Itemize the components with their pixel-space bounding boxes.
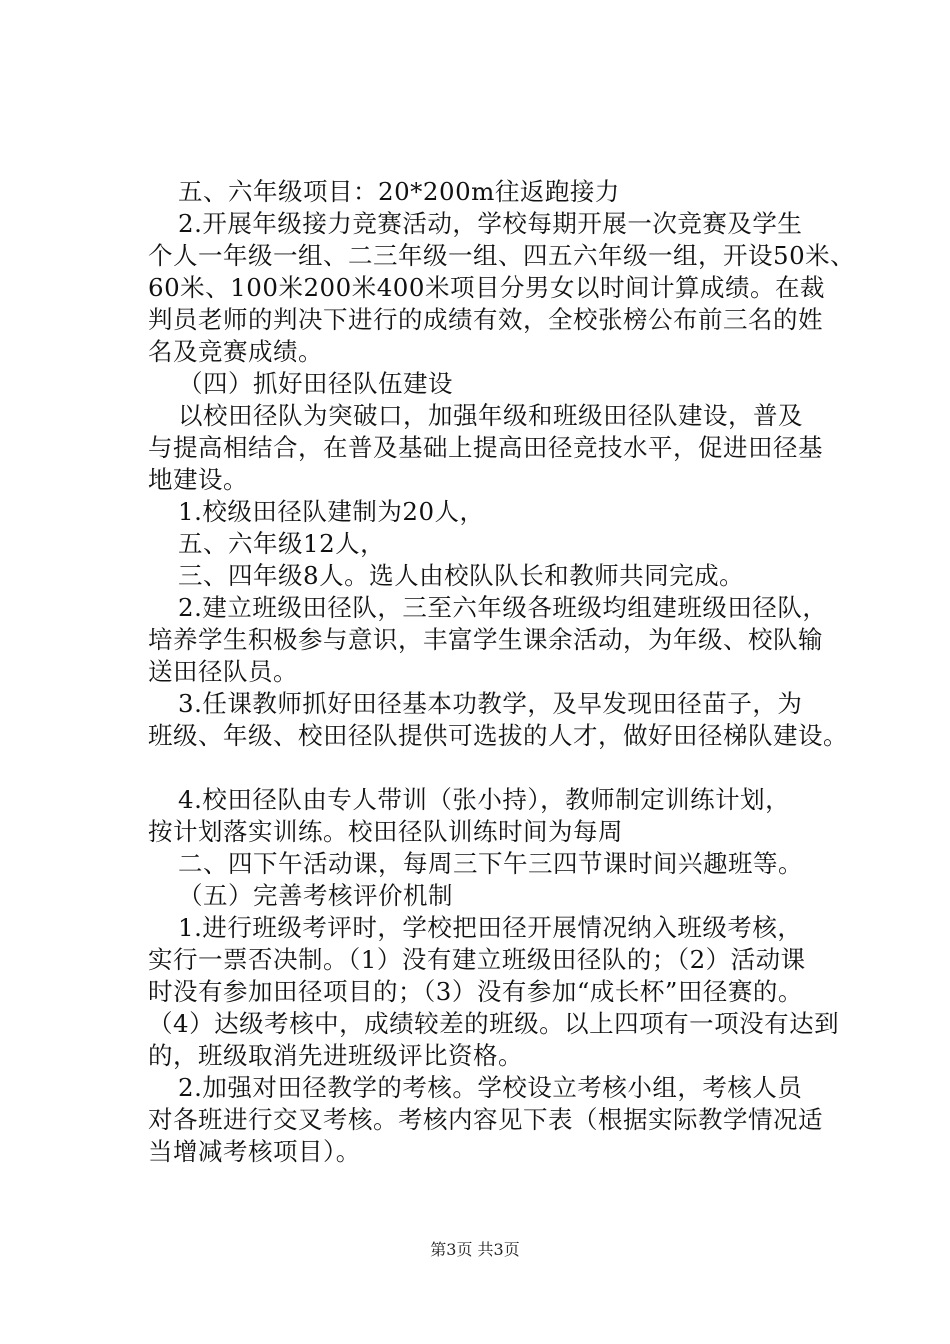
text-line: 1.校级田径队建制为20人， bbox=[178, 497, 485, 526]
text-line: 2.加强对田径教学的考核。学校设立考核小组，考核人员 bbox=[178, 1073, 803, 1102]
section-heading: （五）完善考核评价机制 bbox=[178, 881, 453, 910]
text-line: 4.校田径队由专人带训（张小持），教师制定训练计划， bbox=[178, 785, 791, 814]
text-line: 二、四下午活动课，每周三下午三四节课时间兴趣班等。 bbox=[178, 849, 803, 878]
text-line: 当增减考核项目）。 bbox=[148, 1137, 361, 1166]
text-line: 五、六年级项目：20*200m往返跑接力 bbox=[178, 177, 620, 206]
text-line: 培养学生积极参与意识，丰富学生课余活动，为年级、校队输 bbox=[148, 625, 823, 654]
text-line: 名及竞赛成绩。 bbox=[148, 337, 323, 366]
text-line: 送田径队员。 bbox=[148, 657, 298, 686]
text-line: 个人一年级一组、二三年级一组、四五六年级一组，开设50米、 bbox=[148, 241, 856, 270]
text-line: 五、六年级12人， bbox=[178, 529, 386, 558]
page-footer: 第3页 共3页 bbox=[430, 1240, 520, 1259]
text-line: 的，班级取消先进班级评比资格。 bbox=[148, 1041, 523, 1070]
text-line: 以校田径队为突破口，加强年级和班级田径队建设，普及 bbox=[178, 401, 803, 430]
section-heading: （四）抓好田径队伍建设 bbox=[178, 369, 453, 398]
text-line: 班级、年级、校田径队提供可选拔的人才，做好田径梯队建设。 bbox=[148, 721, 848, 750]
text-line: 对各班进行交叉考核。考核内容见下表（根据实际教学情况适 bbox=[148, 1105, 823, 1134]
text-line: 2.建立班级田径队，三至六年级各班级均组建班级田径队， bbox=[178, 593, 828, 622]
text-line: 60米、100米200米400米项目分男女以时间计算成绩。在裁 bbox=[148, 273, 825, 302]
text-line: 按计划落实训练。校田径队训练时间为每周 bbox=[148, 817, 623, 846]
text-line: 时没有参加田径项目的；（3）没有参加“成长杯”田径赛的。 bbox=[148, 977, 803, 1006]
text-line: 1.进行班级考评时，学校把田径开展情况纳入班级考核， bbox=[178, 913, 803, 942]
text-line: 3.任课教师抓好田径基本功教学，及早发现田径苗子，为 bbox=[178, 689, 803, 718]
text-line: 2.开展年级接力竞赛活动，学校每期开展一次竞赛及学生 bbox=[178, 209, 803, 238]
text-line: 与提高相结合，在普及基础上提高田径竞技水平，促进田径基 bbox=[148, 433, 823, 462]
text-line: 三、四年级8人。选人由校队队长和教师共同完成。 bbox=[178, 561, 745, 590]
text-line: 地建设。 bbox=[148, 465, 248, 494]
text-line: （4）达级考核中，成绩较差的班级。以上四项有一项没有达到 bbox=[148, 1009, 840, 1038]
text-line: 实行一票否决制。（1）没有建立班级田径队的；（2）活动课 bbox=[148, 945, 806, 974]
text-line: 判员老师的判决下进行的成绩有效，全校张榜公布前三名的姓 bbox=[148, 305, 823, 334]
